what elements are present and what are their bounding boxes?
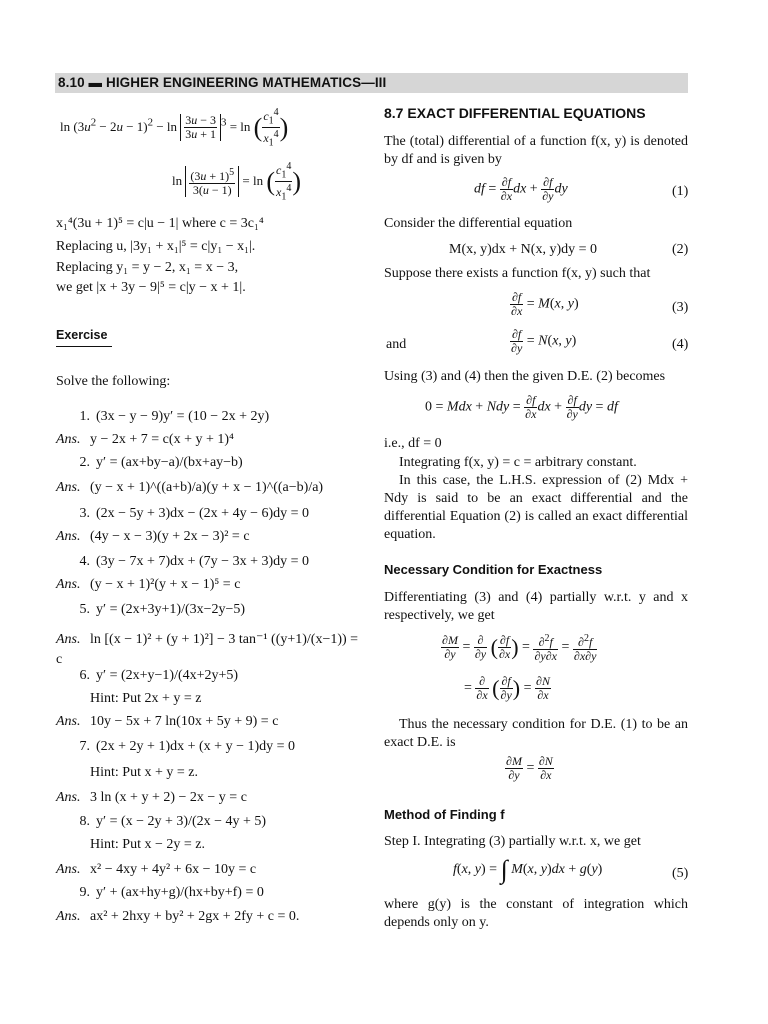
eq-4: $\frac{\partial f}{\partial y}$ = N(x, y) [511, 327, 577, 355]
section-title: 8.7 EXACT DIFFERENTIAL EQUATIONS [384, 105, 646, 121]
para-1: The (total) differential of a function f(x, y) is denoted by df and is given by [384, 134, 688, 167]
exercise-question [56, 506, 309, 522]
para-8: Step I. Integrating (3) partially w.r.t. x, we get [384, 834, 641, 849]
para-3: Suppose there exists a function f(x, y) such that [384, 266, 651, 281]
eq-2: M(x, y)dx + N(x, y)dy = 0 [449, 242, 597, 257]
question-text: y′ = (2x+y−1)/(4x+2y+5) [96, 668, 239, 683]
exercise-question [56, 455, 243, 471]
exercise-hint [90, 837, 205, 853]
eq-3: $\frac{\partial f}{\partial x}$ = M(x, y) [511, 290, 579, 318]
question-text: y′ + (ax+hy+g)/(hx+by+f) = 0 [96, 885, 264, 900]
eq-8: $\frac{\partial M}{\partial y}$ = $\frac{\partial N}{\partial x}$ [506, 754, 553, 782]
question-text: (2x + 2y + 1)dx + (x + y − 1)dy = 0 [96, 739, 296, 754]
answer-text: ln [(x − 1)² + (y + 1)²] − 3 tan⁻¹ ((y+1)/(x−1)) = [90, 632, 359, 647]
answer-text: x² − 4xy + 4y² + 6x − 10y = c [90, 862, 257, 877]
eq-9-number: (5) [672, 866, 689, 881]
answer-continuation: c [56, 652, 63, 667]
question-number: 5. [79, 602, 90, 617]
exercise-answer [56, 790, 247, 806]
question-text: (3x − y − 9)y′ = (10 − 2x + 2y) [96, 409, 270, 424]
question-number: 3. [79, 506, 90, 521]
exercise-hint [90, 691, 201, 707]
para-7: Thus the necessary condition for D.E. (1) to be an exact D.E. is [384, 717, 688, 750]
left-line-3: Replacing y₁ = y − 2, x₁ = x − 3, [56, 260, 239, 275]
answer-text: y − 2x + 7 = c(x + y + 1)⁴ [90, 432, 234, 447]
heading-necessary-condition: Necessary Condition for Exactness [384, 562, 603, 577]
para-5c: In this case, the L.H.S. expression of (2) Mdx + Ndy is said to be an exact differential and the differential Equation (2) is called an exact differential equation. [384, 473, 688, 542]
exercise-question [56, 602, 245, 618]
left-line-2: Replacing u, |3y₁ + x₁|⁵ = c|y₁ − x₁|. [56, 239, 256, 254]
eq-9: f(x, y) = ∫ M(x, y)dx + g(y) [453, 855, 603, 884]
answer-text: 10y − 5x + 7 ln(10x + 5y + 9) = c [90, 714, 279, 729]
exercise-title: Exercise [56, 328, 108, 342]
answer-label: Ans. [56, 632, 81, 647]
left-line-1: x₁⁴(3u + 1)⁵ = c|u − 1| where c = 3c₁⁴ [56, 216, 264, 231]
solve-prompt: Solve the following: [56, 374, 171, 389]
exercise-answer [56, 714, 278, 730]
exercise-answer [56, 632, 358, 648]
para-6: Differentiating (3) and (4) partially w.r.t. y and x respectively, we get [384, 590, 688, 623]
hint-text: Hint: Put 2x + y = z [90, 691, 202, 706]
eq-2-number: (2) [672, 242, 689, 257]
answer-label: Ans. [56, 790, 81, 805]
exercise-answer [56, 862, 256, 878]
and-label: and [386, 337, 407, 352]
answer-text: 3 ln (x + y + 2) − 2x − y = c [90, 790, 247, 805]
exercise-rule [56, 346, 112, 347]
question-text: y′ = (x − 2y + 3)/(2x − 4y + 5) [96, 814, 267, 829]
hint-text: Hint: Put x + y = z. [90, 765, 198, 780]
heading-method-finding-f: Method of Finding f [384, 807, 505, 822]
left-line-4: we get |x + 3y − 9|⁵ = c|y − x + 1|. [56, 280, 246, 295]
answer-text: (4y − x − 3)(y + 2x − 3)² = c [90, 529, 250, 544]
answer-text: (y − x + 1)^((a+b)/a)(y + x − 1)^((a−b)/a) [90, 480, 324, 495]
exercise-answer [56, 577, 240, 593]
answer-label: Ans. [56, 529, 81, 544]
running-head: 8.10 ▬ HIGHER ENGINEERING MATHEMATICS—III [58, 75, 387, 90]
question-number: 2. [79, 455, 90, 470]
left-eq-1: $\ln (3u^2 - 2u - 1)^2 - \ln$ $\frac{3u - 3}{3u + 1}$ $^3$ = ln ( $\frac{c_1^4}{x_1^4}$ ) [60, 107, 289, 149]
eq-5: 0 = Mdx + Ndy = $\frac{\partial f}{\partial x}$ dx + $\frac{\partial f}{\partial y}$ dy = df [425, 393, 618, 421]
exercise-answer [56, 909, 299, 925]
para-5b: Integrating f(x, y) = c = arbitrary constant. [399, 455, 637, 470]
question-text: y′ = (ax+by−a)/(bx+ay−b) [96, 455, 243, 470]
answer-label: Ans. [56, 909, 81, 924]
para-2: Consider the differential equation [384, 216, 573, 231]
exercise-answer [56, 480, 323, 496]
question-number: 7. [79, 739, 90, 754]
eq-3-number: (3) [672, 300, 689, 315]
answer-label: Ans. [56, 480, 81, 495]
question-number: 8. [79, 814, 90, 829]
question-number: 1. [79, 409, 90, 424]
para-4: Using (3) and (4) then the given D.E. (2) becomes [384, 369, 666, 384]
hint-text: Hint: Put x − 2y = z. [90, 837, 205, 852]
question-text: (3y − 7x + 7)dx + (7y − 3x + 3)dy = 0 [96, 554, 310, 569]
exercise-answer [56, 432, 234, 448]
answer-label: Ans. [56, 432, 81, 447]
eq-1-number: (1) [672, 184, 689, 199]
answer-label: Ans. [56, 862, 81, 877]
answer-label: Ans. [56, 577, 81, 592]
exercise-hint [90, 765, 198, 781]
exercise-question [56, 814, 266, 830]
answer-text: (y − x + 1)²(y + x − 1)⁵ = c [90, 577, 241, 592]
answer-text: ax² + 2hxy + by² + 2gx + 2fy + c = 0. [90, 909, 300, 924]
left-eq-2: ln $\frac{(3u + 1)^5}{3(u - 1)}$ = ln ( $\frac{c_1^4}{x_1^4}$ ) [172, 161, 302, 203]
question-number: 9. [79, 885, 90, 900]
eq-6: $\frac{\partial M}{\partial y}$ = $\frac{\partial}{\partial y}$ ( $\frac{\partial f}{\partial x}$ ) = $\frac{\partial^2f}{\partial y\partial x}$ = $\frac{\partial^2f}{\partial x\partial y}$ [442, 633, 597, 663]
running-head-bar [55, 73, 688, 93]
exercise-question [56, 668, 238, 684]
exercise-question [56, 554, 309, 570]
question-number: 4. [79, 554, 90, 569]
exercise-question [56, 739, 295, 755]
eq-1: df = $\frac{\partial f}{\partial x}$ dx + $\frac{\partial f}{\partial y}$ dy [474, 175, 568, 203]
answer-label: Ans. [56, 714, 81, 729]
question-text: (2x − 5y + 3)dx − (2x + 4y − 6)dy = 0 [96, 506, 310, 521]
eq-7: = $\frac{\partial}{\partial x}$ ( $\frac{\partial f}{\partial y}$ ) = $\frac{\partial N}{\partial x}$ [464, 674, 550, 702]
para-5a: i.e., df = 0 [384, 436, 442, 451]
question-text: y′ = (2x+3y+1)/(3x−2y−5) [96, 602, 246, 617]
para-9: where g(y) is the constant of integration which depends only on y. [384, 897, 688, 930]
question-number: 6. [79, 668, 90, 683]
exercise-question [56, 885, 264, 901]
eq-4-number: (4) [672, 337, 689, 352]
exercise-answer [56, 529, 250, 545]
exercise-question [56, 409, 269, 425]
